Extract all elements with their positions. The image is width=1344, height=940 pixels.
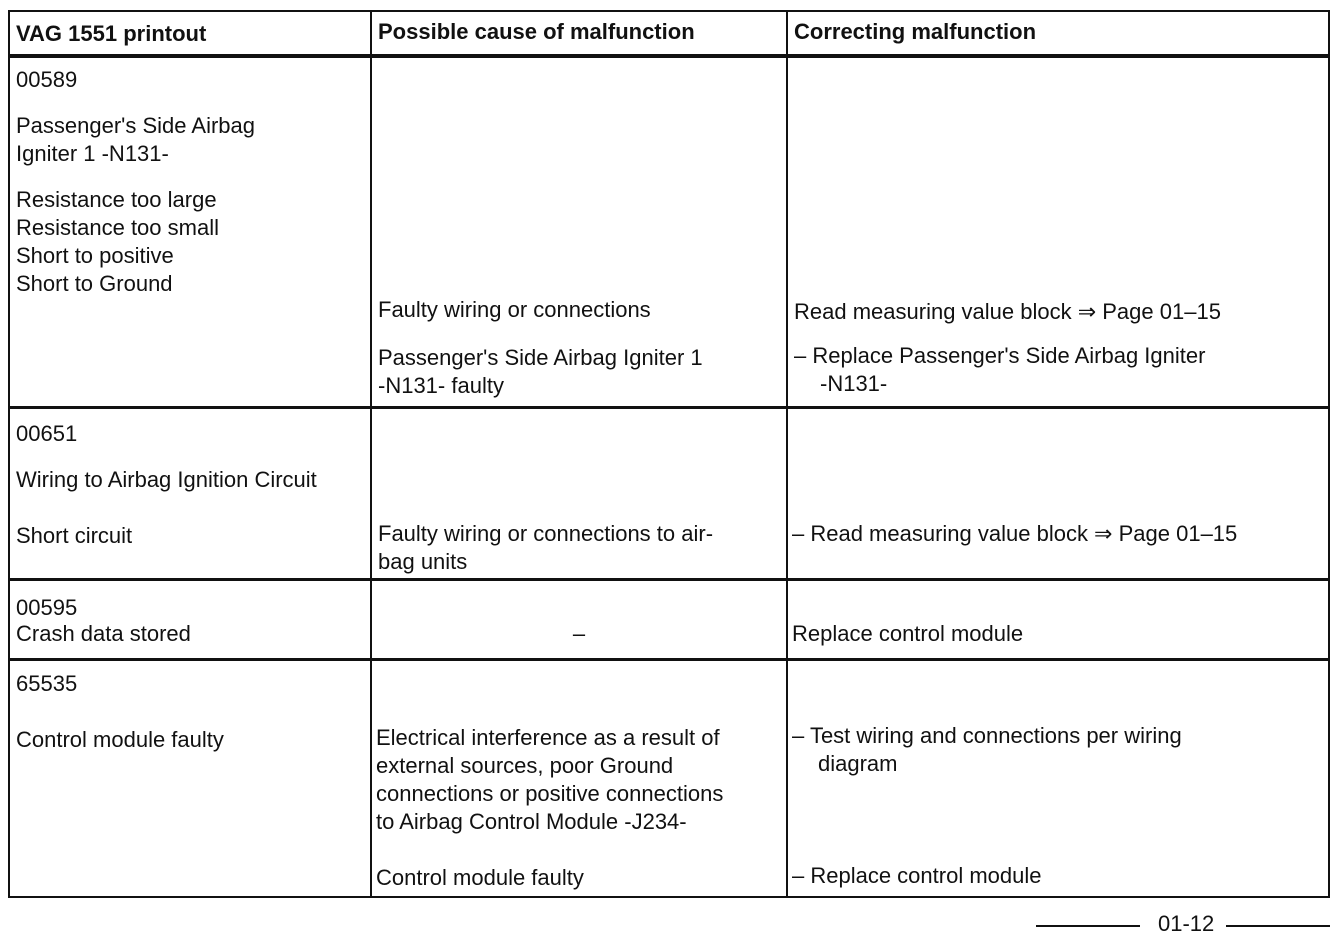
fault-code: 65535 <box>16 671 78 696</box>
row-divider <box>10 406 1328 409</box>
fault-title: Crash data stored <box>16 621 191 646</box>
cause-text: -N131- faulty <box>378 373 504 398</box>
fix-text: diagram <box>818 751 898 776</box>
fault-type: Short to positive <box>16 243 174 268</box>
cause-text: Control module faulty <box>376 865 584 890</box>
cause-text: Electrical interference as a result of <box>376 725 720 750</box>
cause-text: to Airbag Control Module -J234- <box>376 809 687 834</box>
fix-text: -N131- <box>820 371 888 396</box>
cause-text: bag units <box>378 549 468 574</box>
cause-text: external sources, poor Ground <box>376 753 674 778</box>
fault-type: Short to Ground <box>16 271 173 296</box>
fault-title: Control module faulty <box>16 727 224 752</box>
header-vag-printout: VAG 1551 printout <box>16 21 207 46</box>
cause-text: Passenger's Side Airbag Igniter 1 <box>378 345 703 370</box>
cause-text: – <box>572 621 586 646</box>
header-divider <box>10 54 1328 58</box>
footer-rule-right <box>1226 925 1330 927</box>
fix-text: – Read measuring value block ⇒ Page 01–15 <box>792 521 1238 546</box>
row-divider <box>10 578 1328 581</box>
fault-code: 00595 <box>16 595 78 620</box>
row-divider <box>10 658 1328 661</box>
fix-text: Replace control module <box>792 621 1024 646</box>
cause-text: Faulty wiring or connections to air- <box>378 521 714 546</box>
column-divider <box>786 12 788 896</box>
fix-text: – Test wiring and connections per wiring <box>792 723 1182 748</box>
fault-type: Resistance too large <box>16 187 217 212</box>
column-divider <box>370 12 372 896</box>
cause-text: Faulty wiring or connections <box>378 297 651 322</box>
cause-text: connections or positive connections <box>376 781 724 806</box>
fault-code: 00589 <box>16 67 78 92</box>
fault-code: 00651 <box>16 421 78 446</box>
fix-text: Read measuring value block ⇒ Page 01–15 <box>794 299 1221 324</box>
malfunction-table <box>8 10 1330 898</box>
header-correcting: Correcting malfunction <box>794 19 1037 44</box>
fault-type: Resistance too small <box>16 215 219 240</box>
page-number: 01-12 <box>1158 911 1215 936</box>
fault-type: Short circuit <box>16 523 133 548</box>
fix-text: – Replace control module <box>792 863 1042 888</box>
footer-rule-left <box>1036 925 1140 927</box>
fix-text: – Replace Passenger's Side Airbag Igniter <box>794 343 1206 368</box>
fault-title: Igniter 1 -N131- <box>16 141 169 166</box>
fault-title: Wiring to Airbag Ignition Circuit <box>16 467 317 492</box>
fault-title: Passenger's Side Airbag <box>16 113 256 138</box>
header-possible-cause: Possible cause of malfunction <box>378 19 695 44</box>
